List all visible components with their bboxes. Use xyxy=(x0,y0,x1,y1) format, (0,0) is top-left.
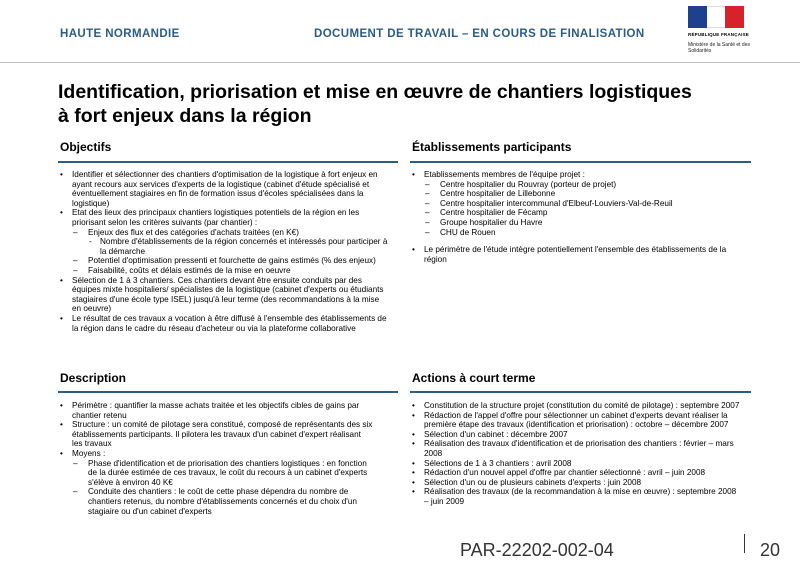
etablissements-list-item: • Etablissements membres de l'équipe projet : xyxy=(410,170,740,180)
etablissements-list-item: – CHU de Rouen xyxy=(410,228,740,238)
etablissements-list-item: – Centre hospitalier du Rouvray (porteur de projet) xyxy=(410,180,740,190)
actions-list-item: • Rédaction de l'appel d'offre pour sélectionner un cabinet d'experts devant réaliser la première étape des travaux (identification et priorisation) : octobre – décembre 2007 xyxy=(410,411,740,430)
actions-list-item: • Sélection d'un cabinet : décembre 2007 xyxy=(410,430,740,440)
etablissements-list-item: – Groupe hospitalier du Havre xyxy=(410,218,740,228)
objectifs-list-item: – Potentiel d'optimisation pressenti et fourchette de gains estimés (% des enjeux) xyxy=(58,256,388,266)
actions-list-item: • Réalisation des travaux (de la recommandation à la mise en œuvre) : septembre 2008 – juin 2009 xyxy=(410,487,740,506)
document-status-label: DOCUMENT DE TRAVAIL – EN COURS DE FINALISATION xyxy=(314,28,645,40)
actions-list xyxy=(410,401,740,507)
page-number-divider xyxy=(744,534,745,553)
section-divider-etablissements xyxy=(410,161,751,163)
actions-list-item: • Sélections de 1 à 3 chantiers : avril 2008 xyxy=(410,459,740,469)
objectifs-list-item: – Faisabilité, coûts et délais estimés de la mise en oeuvre xyxy=(58,266,388,276)
header-divider xyxy=(0,62,800,63)
objectifs-list-item: • Sélection de 1 à 3 chantiers. Ces chantiers devant être ensuite conduits par des équipes mixte hospitaliers/ spécialistes de la logistique (cabinet d'experts ou étudiants stagiaires d'une école type ISEL) jusqu'à leur terme (des recommandations à la mise en oeuvre) xyxy=(58,276,388,314)
actions-list-item: • Rédaction d'un nouvel appel d'offre par chantier sélectionné : avril – juin 2008 xyxy=(410,468,740,478)
document-reference: PAR-22202-002-04 xyxy=(460,540,614,560)
logo-text: RÉPUBLIQUE FRANÇAISE xyxy=(688,32,750,37)
actions-list-item: • Réalisation des travaux d'identification et de priorisation des chantiers : février – mars 2008 xyxy=(410,439,740,458)
section-title-actions: Actions à court terme xyxy=(412,371,536,385)
objectifs-list-item: • Le résultat de ces travaux a vocation à être diffusé à l'ensemble des établissements de la région dans le cadre du réseau d'acheteur ou via la plateforme collaborative xyxy=(58,314,388,333)
page-header xyxy=(0,0,800,64)
description-list-item: • Structure : un comité de pilotage sera constitué, composé de représentants des six établissements participants. Il pilotera les travaux d'un cabinet d'expert réalisant les travaux xyxy=(58,420,373,449)
actions-list-item: • Sélection d'un ou de plusieurs cabinets d'experts : juin 2008 xyxy=(410,478,740,488)
objectifs-list xyxy=(58,170,388,333)
objectifs-content xyxy=(58,170,388,333)
section-title-description: Description xyxy=(60,371,127,385)
actions-list-item: • Constitution de la structure projet (constitution du comité de pilotage) : septembre 2007 xyxy=(410,401,740,411)
section-divider-objectifs xyxy=(58,161,398,163)
objectifs-list-item: – Enjeux des flux et des catégories d'achats traitées (en K€) xyxy=(58,228,388,238)
region-label: HAUTE NORMANDIE xyxy=(60,28,180,40)
etablissements-list-item: – Centre hospitalier intercommunal d'Elbeuf-Louviers-Val-de-Reuil xyxy=(410,199,740,209)
etablissements-list-item: – Centre hospitalier de Fécamp xyxy=(410,208,740,218)
objectifs-list-item: - Nombre d'établissements de la région concernés et intéressés pour participer à la démarche xyxy=(58,237,388,256)
section-divider-description xyxy=(58,391,398,393)
section-title-objectifs: Objectifs xyxy=(60,140,112,154)
objectifs-list-item: • Identifier et sélectionner des chantiers d'optimisation de la logistique à fort enjeux en ayant recours aux services d'experts de la logistique (cabinet d'étude spécialisé et éventuellement stagiaires en fin de formation issus d'écoles spécialisées dans la logistique) xyxy=(58,170,388,208)
republique-logo xyxy=(686,6,748,58)
actions-content xyxy=(410,401,740,507)
logo-caption: Ministère de la Santé et des Solidarités xyxy=(688,42,750,54)
etablissements-list-item: • Le périmètre de l'étude intègre potentiellement l'ensemble des établissements de la région xyxy=(410,245,740,264)
description-list-item: – Phase d'identification et de priorisation des chantiers logistiques : en fonction de la durée estimée de ces travaux, le coût du recours à un cabinet d'experts s'élève à environ 40 K€ xyxy=(58,459,373,488)
page-number: 20 xyxy=(760,540,781,560)
description-list-item: • Périmètre : quantifier la masse achats traitée et les objectifs cibles de gains par chantier retenu xyxy=(58,401,373,420)
description-list-item: – Conduite des chantiers : le coût de cette phase dépendra du nombre de chantiers retenus, du nombre d'établissements concernés et du choix d'un stagiaire ou d'un cabinet d'experts xyxy=(58,487,373,516)
section-divider-actions xyxy=(410,391,751,393)
section-title-etablissements: Établissements participants xyxy=(412,140,572,154)
etablissements-content xyxy=(410,170,740,264)
description-list xyxy=(58,401,373,516)
description-list-item: • Moyens : xyxy=(58,449,373,459)
etablissements-list-item: – Centre hospitalier de Lillebonne xyxy=(410,189,740,199)
flag-icon xyxy=(688,6,744,28)
page-title: Identification, priorisation et mise en œuvre de chantiers logistiques à fort enjeux dans la région xyxy=(58,81,692,127)
etablissements-list xyxy=(410,170,740,264)
description-content xyxy=(58,401,373,516)
objectifs-list-item: • Etat des lieux des principaux chantiers logistiques potentiels de la région en les priorisant selon les critères suivants (par chantier) : xyxy=(58,208,388,227)
